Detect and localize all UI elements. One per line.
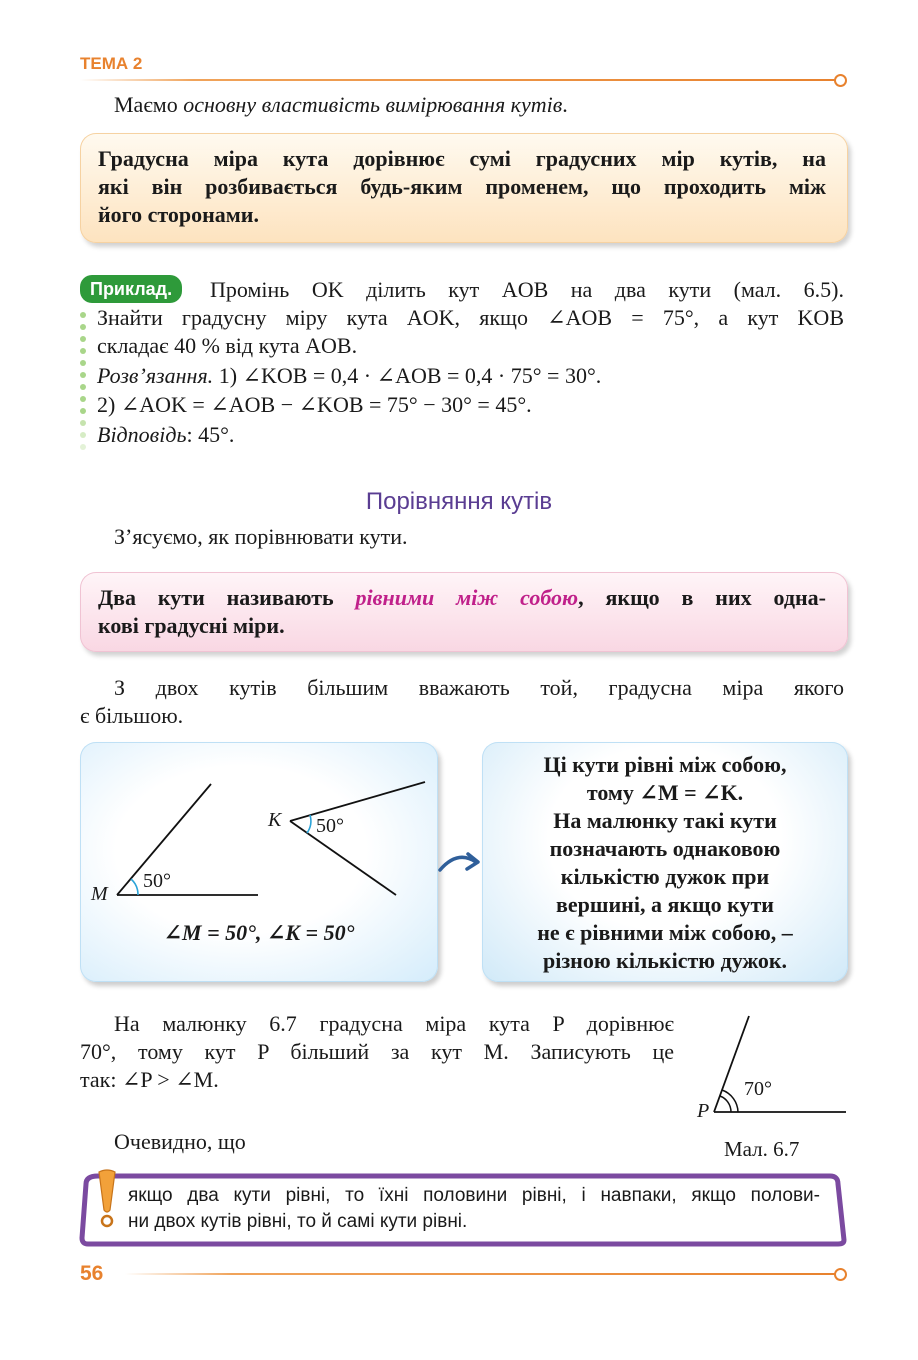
property-line-1: Градусна міра кута дорівнює сумі градусних мір кутів, на xyxy=(98,146,826,171)
section-intro: З’ясуємо, як порівнювати кути. xyxy=(114,524,408,549)
definition-term: рівними між собою xyxy=(355,585,579,610)
info-line-3: На малюнку такі кути xyxy=(553,808,777,833)
info-line-2: тому ∠M = ∠K. xyxy=(586,780,744,805)
arc-k xyxy=(307,815,311,833)
comparison-line-1: З двох кутів більшим вважають той, градусна міра якого xyxy=(114,675,844,700)
arc-p-inner xyxy=(720,1096,731,1112)
figure-6-7 xyxy=(700,1010,850,1120)
solution-label: Розв’язання. xyxy=(97,363,214,388)
footer-rule-ring xyxy=(834,1268,847,1281)
angles-caption: ∠M = 50°, ∠K = 50° xyxy=(163,920,355,945)
intro-lead: Маємо xyxy=(114,92,184,117)
example-line-3: складає 40 % від кута AOB. xyxy=(97,333,358,358)
section-title: Порівняння кутів xyxy=(365,488,553,515)
angles-figure xyxy=(80,742,438,982)
info-line-8: різною кількістю дужок. xyxy=(542,948,788,973)
definition-line-2: кові градусні міри. xyxy=(98,613,285,638)
angle-m-value: 50° xyxy=(143,870,171,892)
example-line-2: Знайти градусну міру кута AOK, якщо ∠AOB = 75°, а кут KOB xyxy=(97,305,844,330)
fig67-line-3: так: ∠P > ∠M. xyxy=(80,1067,219,1092)
answer-value: : 45°. xyxy=(186,422,235,447)
info-line-1: Ці кути рівні між собою, xyxy=(543,752,787,777)
info-text xyxy=(482,751,848,975)
arrow-icon xyxy=(436,850,484,876)
fig67-line-1: На малюнку 6.7 градусна міра кута P дорівнює xyxy=(114,1011,674,1036)
answer-label: Відповідь xyxy=(97,422,187,447)
topic-label: ТЕМА 2 xyxy=(80,54,143,73)
property-line-2: які він розбивається будь-яким променем, що проходить між xyxy=(98,174,826,199)
note-text xyxy=(128,1183,820,1235)
info-line-5: кількістю дужок при xyxy=(560,864,770,889)
property-line-3: його сторонами. xyxy=(98,202,259,227)
header-rule xyxy=(80,79,836,81)
solution-step-1: 1) ∠KOB = 0,4 · ∠AOB = 0,4 · 75° = 30°. xyxy=(213,363,602,388)
intro-end: . xyxy=(562,92,568,117)
label-p: P xyxy=(697,1100,710,1122)
note-line-1: якщо два кути рівні, то їхні половини рівні, і навпаки, якщо полови- xyxy=(128,1185,820,1206)
footer-rule xyxy=(125,1273,836,1275)
answer-line xyxy=(97,421,234,449)
intro-paragraph xyxy=(114,91,568,119)
angle-p-value: 70° xyxy=(744,1078,772,1100)
arc-m xyxy=(131,879,138,895)
figure-6-7-caption: Мал. 6.7 xyxy=(724,1137,800,1161)
exclamation-icon xyxy=(93,1168,121,1230)
solution-line xyxy=(97,362,601,390)
label-k: K xyxy=(268,809,282,831)
info-line-6: вершині, а якщо кути xyxy=(556,892,774,917)
note-line-2: ни двох кутів рівні, то й самі кути рівні. xyxy=(128,1211,468,1232)
obvious-text: Очевидно, що xyxy=(114,1129,246,1154)
info-line-7: не є рівними між собою, – xyxy=(537,920,793,945)
definition-start: Два кути називають xyxy=(98,585,356,610)
intro-term: основну властивість вимірювання кутів xyxy=(183,92,563,117)
solution-step-2: 2) ∠AOK = ∠AOB − ∠KOB = 75° − 30° = 45°. xyxy=(97,392,532,417)
comparison-line-2: є більшою. xyxy=(80,703,184,728)
info-line-4: позначають однаковою xyxy=(549,836,781,861)
example-badge: Приклад. xyxy=(80,275,182,303)
definition-line-1 xyxy=(98,584,826,612)
definition-end: , якщо в них одна- xyxy=(578,585,827,610)
fig67-line-2: 70°, тому кут P більший за кут M. Записують це xyxy=(80,1039,674,1064)
example-line-1: Промінь OK ділить кут AOB на два кути (мал. 6.5). xyxy=(210,277,844,302)
page-number: 56 xyxy=(80,1262,104,1285)
label-m: M xyxy=(91,883,108,905)
angle-k-value: 50° xyxy=(316,815,344,837)
header-rule-ring xyxy=(834,74,847,87)
